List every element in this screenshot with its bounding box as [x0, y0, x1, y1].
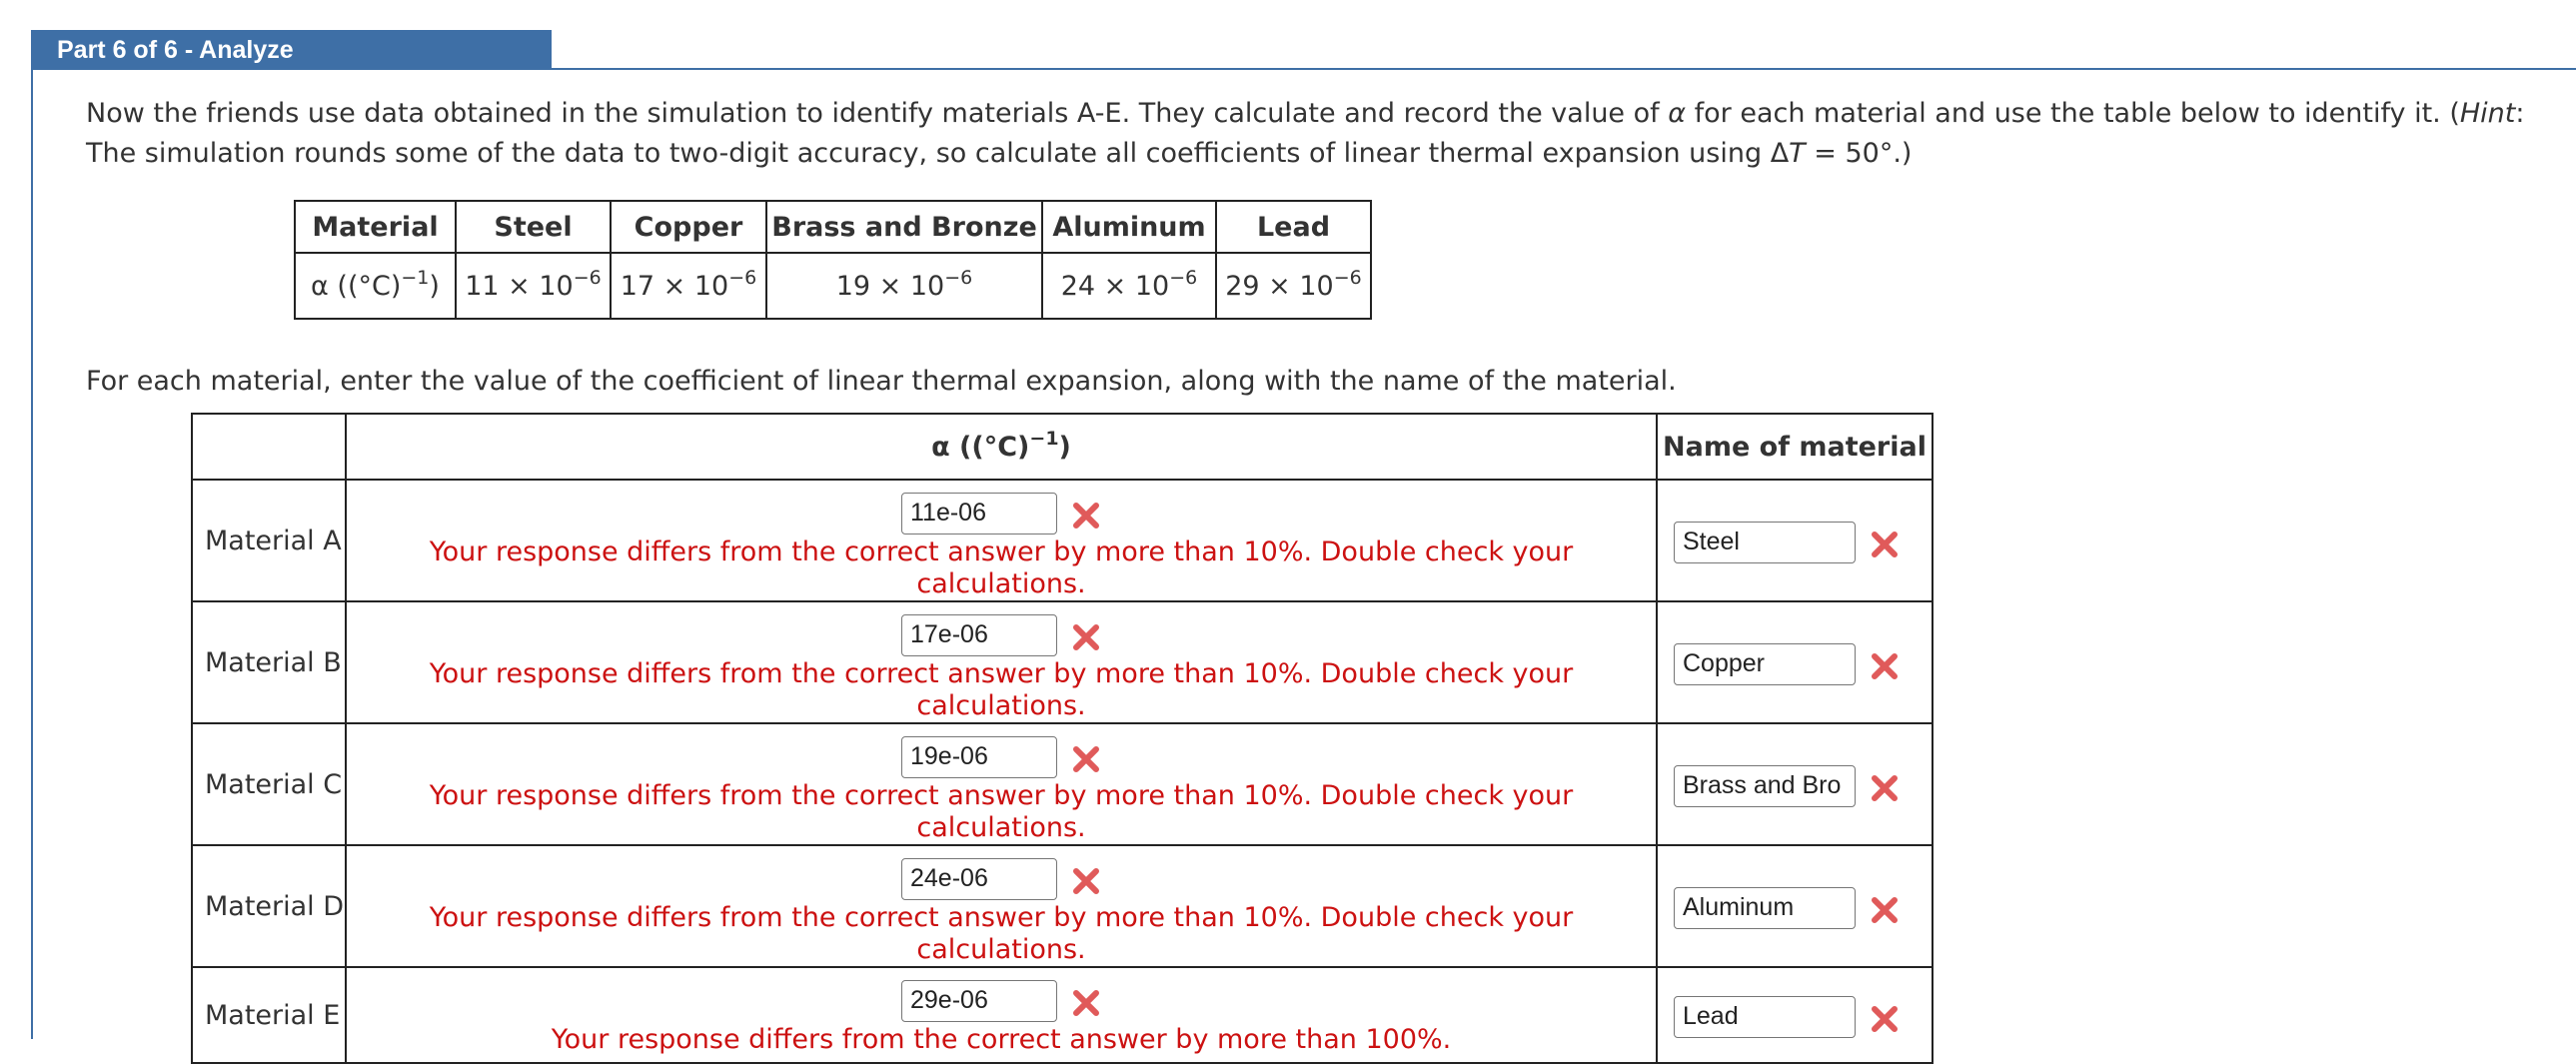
close-x-icon	[1870, 773, 1900, 803]
alpha-cell	[346, 845, 1657, 967]
error-message: Your response differs from the correct answer by more than 100%.	[551, 1024, 1452, 1055]
name-cell	[1657, 480, 1932, 601]
answer-row-material-b	[192, 601, 1932, 723]
row-label: Material C	[192, 723, 346, 845]
answer-row-material-d	[192, 845, 1932, 967]
close-x-icon	[1071, 988, 1101, 1018]
error-message: Your response differs from the correct answer by more than 10%. Double check your calculations.	[429, 902, 1574, 965]
alpha-cell	[346, 601, 1657, 723]
answer-header-alpha: α $((^\circ C)^{-1})$	[346, 414, 1657, 480]
close-x-icon	[1071, 744, 1101, 774]
ref-header-copper: Copper	[611, 201, 766, 253]
answer-row-material-a	[192, 480, 1932, 601]
error-message: Your response differs from the correct answer by more than 10%. Double check your calculations.	[429, 658, 1574, 721]
row-label: Material D	[192, 845, 346, 967]
name-cell	[1657, 601, 1932, 723]
alpha-input-material-c[interactable]: 19e-06	[901, 736, 1057, 778]
close-x-icon	[1870, 530, 1900, 559]
alpha-cell	[346, 723, 1657, 845]
section-frame-left	[31, 68, 33, 1039]
close-x-icon	[1071, 622, 1101, 652]
instruction-text: For each material, enter the value of the coefficient of linear thermal expansion, along with the name of the material.	[86, 366, 1677, 397]
ref-header-steel: Steel	[456, 201, 611, 253]
answer-header-empty	[192, 414, 346, 480]
name-cell	[1657, 967, 1932, 1063]
alpha-input-material-d[interactable]: 24e-06	[901, 858, 1057, 900]
part-header-tab: Part 6 of 6 - Analyze	[31, 30, 552, 70]
close-x-icon	[1870, 895, 1900, 925]
close-x-icon	[1870, 651, 1900, 681]
name-input-material-b[interactable]: Copper	[1674, 643, 1856, 685]
close-x-icon	[1071, 866, 1101, 896]
ref-value-aluminum: $24 \times 10^{-6}$	[1042, 253, 1216, 319]
ref-row-label-alpha: α $((^\circ C)^{-1})$	[295, 253, 456, 319]
ref-header-aluminum: Aluminum	[1042, 201, 1216, 253]
answer-row-material-c	[192, 723, 1932, 845]
ref-value-lead: $29 \times 10^{-6}$	[1216, 253, 1371, 319]
ref-value-brass-bronze: $19 \times 10^{-6}$	[766, 253, 1042, 319]
intro-paragraph: Now the friends use data obtained in the simulation to identify materials A-E. They calculate and record the value of α for each material and use the table below to identify it. (Hint: The simulation rounds some of the data to two-digit accuracy, so calculate all coefficients of linear thermal expansion using ΔT = 50°.)	[86, 98, 2525, 169]
close-x-icon	[1870, 1004, 1900, 1034]
error-message: Your response differs from the correct answer by more than 10%. Double check your calculations.	[429, 536, 1574, 599]
ref-header-lead: Lead	[1216, 201, 1371, 253]
answer-row-material-e	[192, 967, 1932, 1063]
row-label: Material A	[192, 480, 346, 601]
ref-header-material: Material	[295, 201, 456, 253]
ref-value-steel: $11 \times 10^{-6}$	[456, 253, 611, 319]
ref-value-copper: $17 \times 10^{-6}$	[611, 253, 766, 319]
alpha-input-material-b[interactable]: 17e-06	[901, 614, 1057, 656]
alpha-cell	[346, 480, 1657, 601]
reference-table	[294, 200, 1372, 320]
name-input-material-e[interactable]: Lead	[1674, 996, 1856, 1038]
alpha-input-material-a[interactable]: 11e-06	[901, 493, 1057, 534]
row-label: Material E	[192, 967, 346, 1063]
alpha-cell	[346, 967, 1657, 1063]
ref-header-brass-bronze: Brass and Bronze	[766, 201, 1042, 253]
row-label: Material B	[192, 601, 346, 723]
answer-header-name: Name of material	[1657, 414, 1932, 480]
alpha-input-material-e[interactable]: 29e-06	[901, 980, 1057, 1022]
name-cell	[1657, 845, 1932, 967]
close-x-icon	[1071, 501, 1101, 531]
name-cell	[1657, 723, 1932, 845]
name-input-material-a[interactable]: Steel	[1674, 522, 1856, 563]
name-input-material-c[interactable]: Brass and Bro	[1674, 765, 1856, 807]
answer-table	[191, 413, 1933, 1064]
name-input-material-d[interactable]: Aluminum	[1674, 887, 1856, 929]
error-message: Your response differs from the correct answer by more than 10%. Double check your calculations.	[429, 780, 1574, 843]
section-frame-top	[33, 68, 2576, 70]
